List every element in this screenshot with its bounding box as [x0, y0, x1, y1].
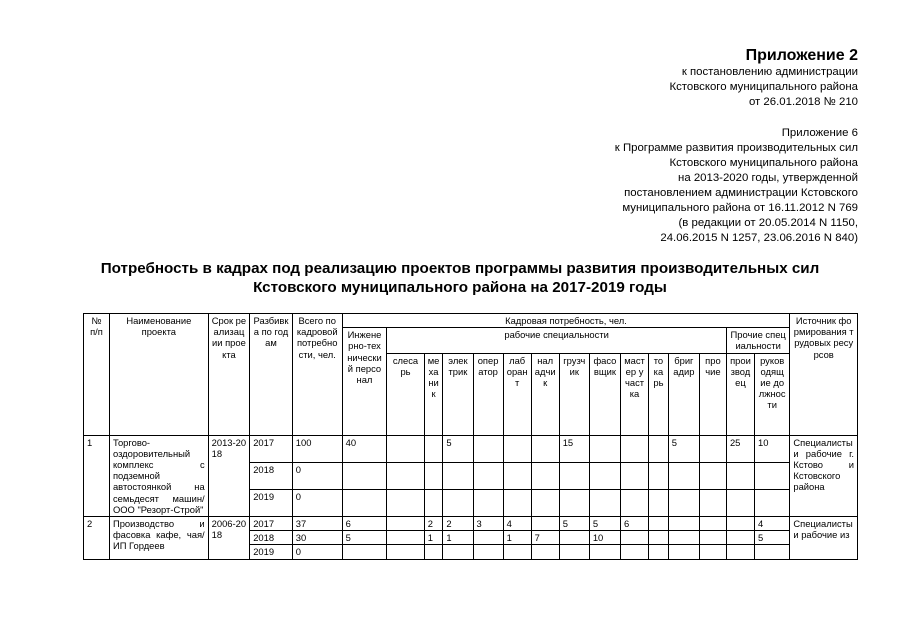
row-source: Специалисты и рабочие г. Кстово и Кстовского района — [790, 435, 858, 516]
row-cell-w6 — [531, 435, 559, 462]
row-cell-w8: 10 — [589, 531, 620, 545]
row-cell-w8: 5 — [589, 517, 620, 531]
row-cell-w6 — [531, 462, 559, 489]
row-cell-w11 — [668, 462, 699, 489]
row-cell-w6 — [531, 545, 559, 559]
row-cell-w3 — [443, 545, 473, 559]
row-cell-w5: 4 — [503, 517, 531, 531]
row-cell-w11 — [668, 545, 699, 559]
row-cell-w11 — [668, 489, 699, 516]
col-header-w6: наладчик — [531, 353, 559, 435]
row-cell-w7: 15 — [559, 435, 589, 462]
row-cell-w1 — [387, 517, 424, 531]
col-header-w10: токарь — [649, 353, 669, 435]
row-cell-total: 37 — [292, 517, 342, 531]
col-header-w8: фасовщик — [589, 353, 620, 435]
appendix-6-header — [615, 126, 858, 246]
col-header-source: Источник формирования трудовых ресурсов — [790, 314, 858, 436]
row-cell-total: 30 — [292, 531, 342, 545]
row-cell-eng — [342, 489, 387, 516]
col-header-other: Прочие специальности — [726, 328, 789, 353]
row-cell-w11 — [668, 531, 699, 545]
row-cell-w12 — [699, 489, 726, 516]
row-cell-w12 — [699, 435, 726, 462]
row-cell-o2: 4 — [754, 517, 789, 531]
row-cell-w3: 5 — [443, 435, 473, 462]
appendix-2-title: Приложение 2 — [745, 47, 858, 64]
row-cell-w1 — [387, 462, 424, 489]
row-cell-eng: 5 — [342, 531, 387, 545]
appendix-2-line: Кстовского муниципального района — [669, 81, 858, 93]
row-cell-w9 — [621, 531, 649, 545]
row-cell-w7: 5 — [559, 517, 589, 531]
row-cell-w7 — [559, 545, 589, 559]
row-year: 2017 — [250, 435, 293, 462]
row-cell-eng: 6 — [342, 517, 387, 531]
row-cell-w6 — [531, 489, 559, 516]
row-cell-w5: 1 — [503, 531, 531, 545]
row-cell-w12 — [699, 531, 726, 545]
row-cell-o2: 5 — [754, 531, 789, 545]
col-header-o1: производец — [726, 353, 754, 435]
row-cell-w7 — [559, 489, 589, 516]
appendix-6-line: (в редакции от 20.05.2014 N 1150, — [678, 217, 858, 229]
col-header-number: № п/п — [84, 314, 110, 436]
col-header-w3: электрик — [443, 353, 473, 435]
appendix-6-line: к Программе развития производительных сил — [614, 142, 858, 154]
row-cell-o1 — [726, 531, 754, 545]
row-cell-w6 — [531, 517, 559, 531]
row-cell-w10 — [649, 531, 669, 545]
row-cell-w2 — [424, 489, 443, 516]
row-term: 2013-2018 — [208, 435, 250, 516]
row-year: 2017 — [250, 517, 293, 531]
row-cell-w12 — [699, 545, 726, 559]
appendix-6-title: Приложение 6 — [781, 127, 858, 139]
col-header-workers: рабочие специальности — [387, 328, 727, 353]
row-cell-w4 — [473, 489, 503, 516]
row-cell-w4 — [473, 545, 503, 559]
row-cell-w4: 3 — [473, 517, 503, 531]
row-cell-w10 — [649, 545, 669, 559]
row-year: 2018 — [250, 462, 293, 489]
row-cell-total: 0 — [292, 462, 342, 489]
row-cell-w12 — [699, 517, 726, 531]
row-cell-w8 — [589, 545, 620, 559]
row-cell-o1: 25 — [726, 435, 754, 462]
row-cell-total: 0 — [292, 489, 342, 516]
appendix-6-line: Кстовского муниципального района — [669, 157, 858, 169]
row-source: Специалисты и рабочие из — [790, 517, 858, 560]
row-cell-w8 — [589, 462, 620, 489]
row-project-name: Торгово-оздоровительный комплекс с подземной автостоянкой на семьдесят машин/ ООО "Резорт-Строй" — [109, 435, 208, 516]
row-cell-o2 — [754, 545, 789, 559]
row-cell-w1 — [387, 489, 424, 516]
row-cell-w2 — [424, 435, 443, 462]
appendix-6-line: на 2013-2020 годы, утвержденной — [678, 172, 858, 184]
row-cell-total: 100 — [292, 435, 342, 462]
col-header-w12: прочие — [699, 353, 726, 435]
row-cell-w9 — [621, 489, 649, 516]
row-cell-w2: 1 — [424, 531, 443, 545]
row-cell-w4 — [473, 531, 503, 545]
document-title — [60, 259, 860, 297]
row-cell-w1 — [387, 545, 424, 559]
row-cell-eng — [342, 545, 387, 559]
col-header-w7: грузчик — [559, 353, 589, 435]
row-cell-w11 — [668, 517, 699, 531]
appendix-6-line: 24.06.2015 N 1257, 23.06.2016 N 840) — [660, 232, 858, 244]
col-header-term: Срок реализации проекта — [208, 314, 250, 436]
row-cell-w2 — [424, 545, 443, 559]
row-cell-w7 — [559, 531, 589, 545]
col-header-w11: бригадир — [668, 353, 699, 435]
row-project-name: Производство и фасовка кафе, чая/ ИП Гордеев — [109, 517, 208, 560]
row-cell-w10 — [649, 517, 669, 531]
col-header-w9: мастер участка — [621, 353, 649, 435]
row-cell-o2 — [754, 462, 789, 489]
col-header-total: Всего по кадровой потребности, чел. — [292, 314, 342, 436]
row-number: 1 — [84, 435, 110, 516]
row-cell-w1 — [387, 531, 424, 545]
row-cell-o1 — [726, 545, 754, 559]
row-cell-o2: 10 — [754, 435, 789, 462]
row-cell-w9 — [621, 435, 649, 462]
staffing-needs-table — [83, 313, 858, 560]
appendix-2-header — [669, 46, 858, 110]
row-cell-w8 — [589, 489, 620, 516]
row-cell-o2 — [754, 489, 789, 516]
row-cell-w12 — [699, 462, 726, 489]
row-cell-w3 — [443, 462, 473, 489]
row-cell-eng — [342, 462, 387, 489]
row-cell-o1 — [726, 517, 754, 531]
col-header-name: Наименование проекта — [109, 314, 208, 436]
row-cell-w3 — [443, 489, 473, 516]
row-number: 2 — [84, 517, 110, 560]
row-cell-w1 — [387, 435, 424, 462]
row-cell-w8 — [589, 435, 620, 462]
row-cell-w10 — [649, 462, 669, 489]
col-header-years: Разбивка по годам — [250, 314, 293, 436]
row-cell-eng: 40 — [342, 435, 387, 462]
row-cell-w10 — [649, 489, 669, 516]
row-cell-w3: 2 — [443, 517, 473, 531]
row-cell-w9 — [621, 462, 649, 489]
appendix-6-line: постановлением администрации Кстовского — [624, 187, 858, 199]
row-cell-total: 0 — [292, 545, 342, 559]
row-cell-w7 — [559, 462, 589, 489]
row-cell-o1 — [726, 489, 754, 516]
row-cell-w9 — [621, 545, 649, 559]
appendix-2-line: от 26.01.2018 № 210 — [748, 96, 858, 108]
col-header-o2: руководящие должности — [754, 353, 789, 435]
row-cell-w9: 6 — [621, 517, 649, 531]
col-header-w5: лаборант — [503, 353, 531, 435]
col-header-staff-need: Кадровая потребность, чел. — [342, 314, 790, 328]
document-title-line: Кстовского муниципального района на 2017-2019 годы — [253, 279, 667, 296]
row-cell-w4 — [473, 462, 503, 489]
row-year: 2019 — [250, 545, 293, 559]
document-title-line: Потребность в кадрах под реализацию проектов программы развития производительных сил — [100, 260, 820, 277]
appendix-2-line: к постановлению администрации — [681, 66, 858, 78]
appendix-6-line: муниципального района от 16.11.2012 N 769 — [622, 202, 858, 214]
col-header-w2: механик — [424, 353, 443, 435]
table-row — [84, 517, 858, 531]
table-row — [84, 435, 858, 462]
row-cell-o1 — [726, 462, 754, 489]
row-term: 2006-2018 — [208, 517, 250, 560]
row-cell-w2: 2 — [424, 517, 443, 531]
row-year: 2018 — [250, 531, 293, 545]
row-year: 2019 — [250, 489, 293, 516]
col-header-engineering: Инженерно-технический персонал — [342, 328, 387, 435]
row-cell-w4 — [473, 435, 503, 462]
row-cell-w10 — [649, 435, 669, 462]
row-cell-w11: 5 — [668, 435, 699, 462]
row-cell-w5 — [503, 489, 531, 516]
col-header-w1: слесарь — [387, 353, 424, 435]
col-header-w4: оператор — [473, 353, 503, 435]
row-cell-w6: 7 — [531, 531, 559, 545]
row-cell-w5 — [503, 545, 531, 559]
row-cell-w2 — [424, 462, 443, 489]
row-cell-w5 — [503, 462, 531, 489]
row-cell-w5 — [503, 435, 531, 462]
row-cell-w3: 1 — [443, 531, 473, 545]
